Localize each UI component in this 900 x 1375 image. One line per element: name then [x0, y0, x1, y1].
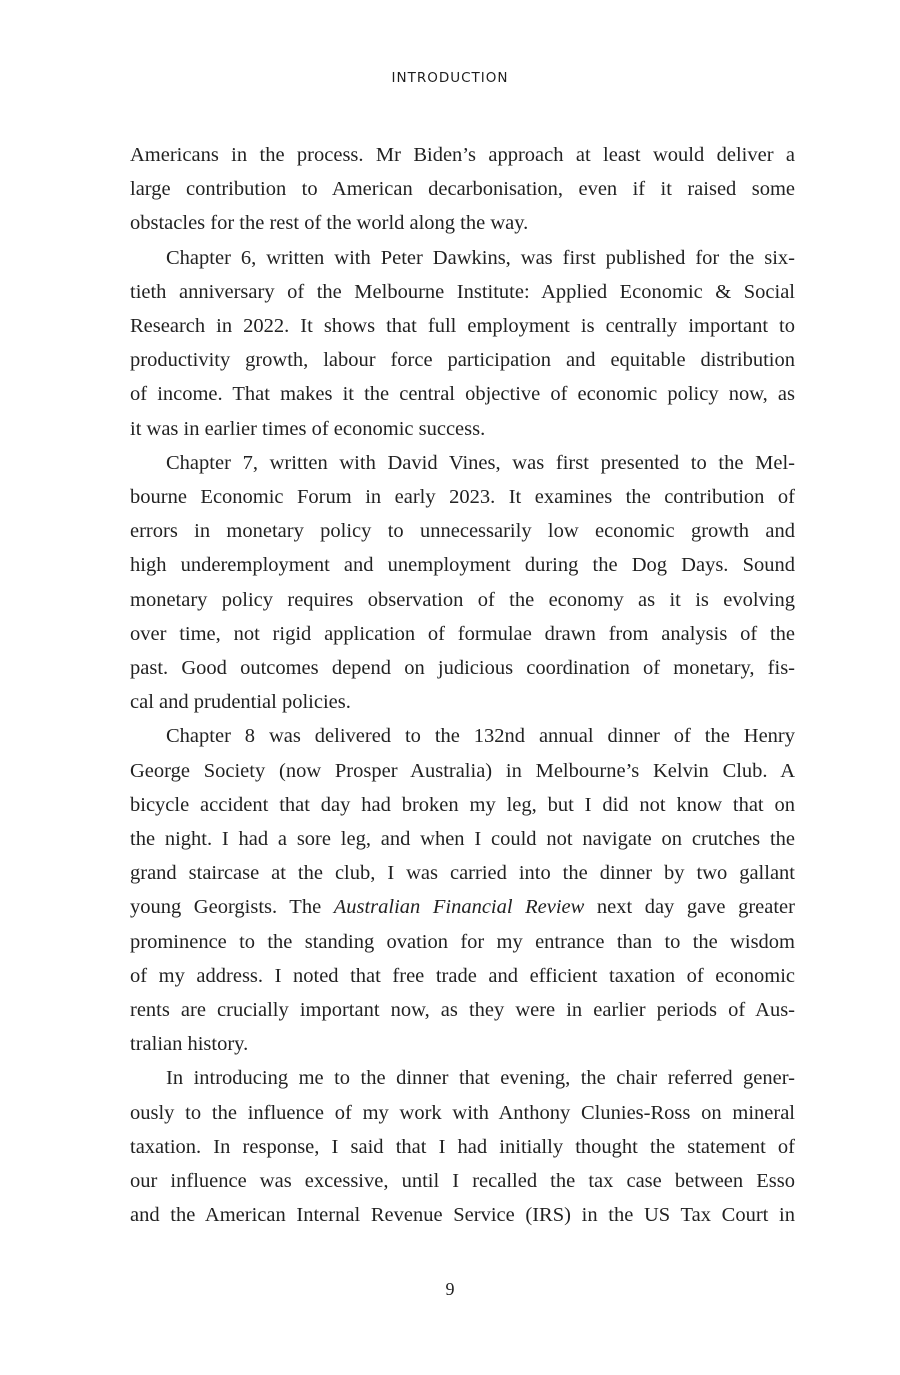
- text-line: of my address. I noted that free trade and efficient taxation of economic: [130, 964, 795, 987]
- text-line: taxation. In response, I said that I had initially thought the statement of: [130, 1135, 795, 1158]
- text-line-with-italic-title: [130, 890, 795, 924]
- text-line: it was in earlier times of economic success.: [130, 417, 486, 440]
- text-line: our influence was excessive, until I recalled the tax case between Esso: [130, 1170, 795, 1193]
- text-line: obstacles for the rest of the world along the way.: [130, 212, 529, 235]
- paragraph-3: [130, 446, 795, 720]
- text-line: large contribution to American decarbonisation, even if it raised some: [130, 178, 795, 201]
- text-line: Research in 2022. It shows that full employment is centrally important to: [130, 315, 795, 338]
- paragraph-2: [130, 241, 795, 446]
- text-line: Chapter 6, written with Peter Dawkins, was first published for the six-: [166, 246, 795, 269]
- text-line: In introducing me to the dinner that evening, the chair referred gener-: [166, 1067, 795, 1090]
- body-text: [130, 138, 795, 1233]
- text-line: over time, not rigid application of formulae drawn from analysis of the: [130, 622, 795, 645]
- paragraph-1: [130, 138, 795, 241]
- text-fragment: young Georgists. The: [130, 896, 334, 919]
- text-line: monetary policy requires observation of the economy as it is evolving: [130, 588, 795, 611]
- text-line: ously to the influence of my work with Anthony Clunies-Ross on mineral: [130, 1101, 795, 1124]
- text-line: the night. I had a sore leg, and when I could not navigate on crutches the: [130, 828, 795, 851]
- text-line: Chapter 7, written with David Vines, was first presented to the Mel-: [166, 451, 795, 474]
- text-line: George Society (now Prosper Australia) in Melbourne’s Kelvin Club. A: [130, 759, 795, 782]
- text-line: of income. That makes it the central objective of economic policy now, as: [130, 383, 795, 406]
- text-line: grand staircase at the club, I was carried into the dinner by two gallant: [130, 862, 795, 885]
- text-line: tralian history.: [130, 1033, 249, 1056]
- text-line: errors in monetary policy to unnecessarily low economic growth and: [130, 520, 795, 543]
- page-number: 9: [445, 1279, 455, 1299]
- text-line: prominence to the standing ovation for my entrance than to the wisdom: [130, 930, 795, 953]
- text-line: rents are crucially important now, as they were in earlier periods of Aus-: [130, 999, 795, 1022]
- text-line: past. Good outcomes depend on judicious coordination of monetary, fis-: [130, 657, 795, 680]
- text-line: high underemployment and unemployment during the Dog Days. Sound: [130, 554, 795, 577]
- text-line: productivity growth, labour force participation and equitable distribution: [130, 349, 795, 372]
- text-line: cal and prudential policies.: [130, 691, 351, 714]
- paragraph-4: [130, 719, 795, 1061]
- text-line: tieth anniversary of the Melbourne Institute: Applied Economic & Social: [130, 280, 795, 303]
- text-fragment: next day gave greater: [584, 896, 795, 919]
- text-line: bourne Economic Forum in early 2023. It examines the contribution of: [130, 486, 795, 509]
- running-head: INTRODUCTION: [391, 70, 509, 86]
- paragraph-5: [130, 1061, 795, 1232]
- text-line: bicycle accident that day had broken my leg, but I did not know that on: [130, 793, 795, 816]
- text-line: Chapter 8 was delivered to the 132nd annual dinner of the Henry: [166, 725, 795, 748]
- publication-title: Australian Financial Review: [333, 896, 585, 919]
- text-line: Americans in the process. Mr Biden’s approach at least would deliver a: [130, 144, 795, 166]
- text-line: and the American Internal Revenue Service (IRS) in the US Tax Court in: [130, 1204, 795, 1227]
